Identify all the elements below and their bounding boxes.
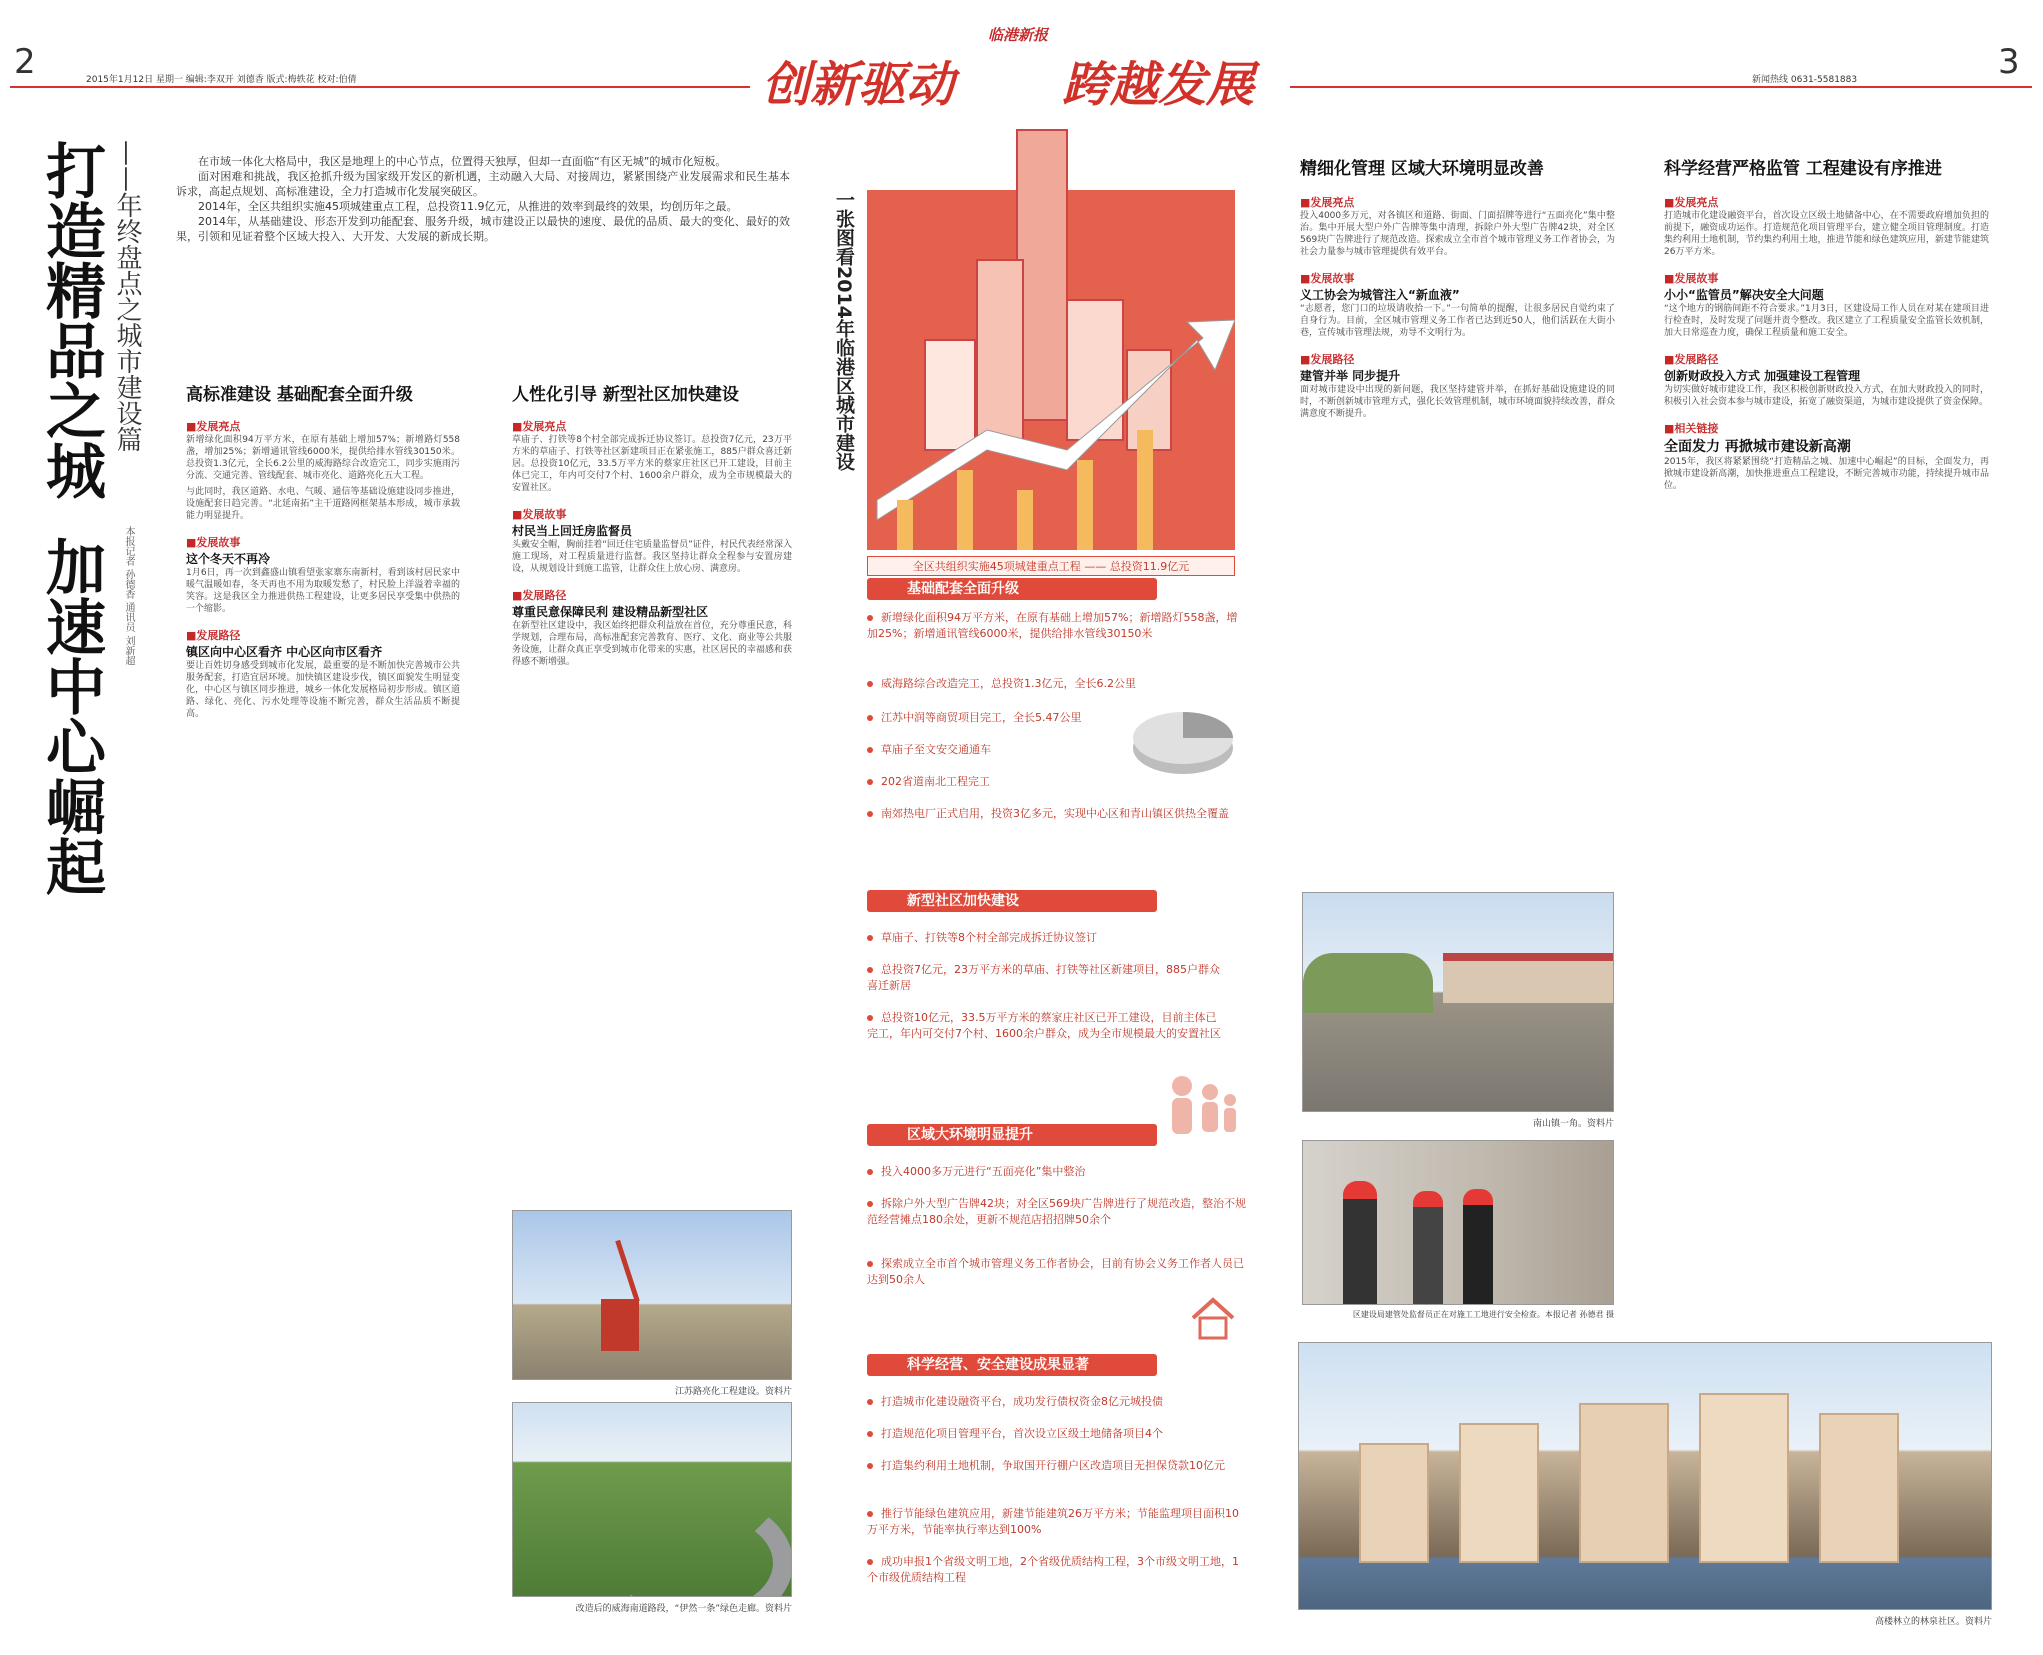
c3-body-a: 投入4000多万元，对各镇区和道路、街面、门面招牌等进行“五面亮化”集中整治。集中开展大型户外广告牌等集中清理，拆除户外大型广告牌42块，对全区569块广告牌进行了规范改造。探索成立全市首个城市管理义务工作者协会，为社会力量参与城市管理提供有效平台。 — [1300, 211, 1615, 257]
hotline: 新闻热线 0631-5581883 — [1752, 75, 1858, 85]
c2-path-title: 尊重民意保障民利 建设精品新型社区 — [512, 605, 709, 619]
item-4-2: 打造规范化项目管理平台，首次设立区级土地储备项目4个 — [867, 1426, 1247, 1442]
tag-story: ■发展故事 — [512, 508, 567, 521]
intro-p2: 面对困难和挑战，我区抢抓升级为国家级开发区的新机遇，主动融入大局、对接周边，紧紧围绕产业发展需求和民生基本诉求，高起点规划、高标准建设，全力打造城市化发展突破区。 — [176, 170, 790, 198]
c2-body-c: 在新型社区建设中，我区始终把群众利益放在首位，充分尊重民意，科学规划，合理布局，高标准配套完善教育、医疗、文化、商业等公共服务设施，让群众真正享受到城市化带来的实惠，社区居民的幸福感和获得感不断增强。 — [512, 621, 792, 667]
c1-body-a: 新增绿化面积94万平方米，在原有基础上增加57%；新增路灯558盏，增加25%；新增通讯管线6000米，提供给排水管线30150米。总投资1.3亿元，全长6.2公里的威海路综合改造完工，同步实施雨污分流、交通完善、管线配套、城市亮化、道路亮化五大工程。 — [186, 435, 460, 481]
tag-story: ■发展故事 — [1300, 272, 1355, 285]
crane-truck — [601, 1299, 639, 1351]
pie-graphic — [1128, 700, 1238, 780]
photo-road-lighting — [512, 1210, 792, 1380]
vertical-title: 一张图看2014年临港区城市建设 — [833, 190, 855, 471]
caption-photo-2: 改造后的威海南道路段，“伊然一条”绿色走廊。资料片 — [575, 1604, 792, 1614]
caption-photo-1: 江苏路亮化工程建设。资料片 — [674, 1387, 792, 1397]
tag-path: ■发展路径 — [1664, 353, 1719, 366]
column-2 — [512, 418, 792, 668]
item-4-4: 推行节能绿色建筑应用，新建节能建筑26万平方米；节能监理项目面积10万平方米，节能率执行率达到100% — [867, 1507, 1239, 1536]
worker-3 — [1463, 1189, 1493, 1305]
hero-banner: 全区共组织实施45项城建重点工程 —— 总投资11.9亿元 — [867, 556, 1235, 576]
c4-path-title: 创新财政投入方式 加强建设工程管理 — [1664, 369, 1861, 383]
bar-4 — [1077, 460, 1093, 550]
tower-3 — [1579, 1403, 1669, 1563]
tag-path: ■发展路径 — [512, 589, 567, 602]
headline-a: 创新驱动 — [762, 57, 955, 113]
left-page-number: 2 — [14, 42, 36, 82]
c1-body-c: 1月6日，再一次到鑫盛山镇看望张家寨东南新村，看到该村居民家中暖气温暖如春，冬天再也不用为取暖发愁了，村民脸上洋溢着幸福的笑容。这是我区全力推进供热工程建设，让更多居民享受集中供热的一个缩影。 — [186, 568, 460, 614]
c1-path-title: 镇区向中心区看齐 中心区向市区看齐 — [186, 645, 383, 659]
tower-2 — [1459, 1423, 1539, 1563]
band-3: 区域大环境明显提升 — [867, 1124, 1157, 1146]
item-4-1: 打造城市化建设融资平台，成功发行债权资金8亿元城投债 — [867, 1394, 1247, 1410]
item-1-4: 草庙子至文安交通通车 — [867, 742, 1117, 758]
c4-link-title: 全面发力 再掀城市建设新高潮 — [1664, 439, 1851, 455]
lead-byline: 本报记者 孙德香 通讯员 刘新超 — [123, 526, 134, 666]
tag-story: ■发展故事 — [186, 536, 241, 549]
c4-story-title: 小小“监管员”解决安全大问题 — [1664, 288, 1824, 302]
building-row — [1443, 953, 1613, 1003]
c3-body-c: 面对城市建设中出现的新问题，我区坚持建管并举，在抓好基础设施建设的同时，不断创新城市管理方式，强化长效管理机制，城市环境面貌持续改善，群众满意度不断提升。 — [1300, 385, 1616, 419]
photo-site-inspection — [1302, 1140, 1614, 1305]
headline-b: 跨越发展 — [1062, 57, 1255, 113]
section-heading-4: 科学经营严格监管 工程建设有序推进 — [1664, 159, 1942, 179]
worker-2 — [1413, 1191, 1443, 1305]
item-2-1: 草庙子、打铁等8个村全部完成拆迁协议签订 — [867, 930, 1247, 946]
c1-body-d: 要让百姓切身感受到城市化发展，最重要的是不断加快完善城市公共服务配套，打造宜居环境。加快镇区建设步伐，镇区面貌发生明显变化，中心区与镇区同步推进，城乡一体化发展格局初步形成。镇区道路、绿化、亮化、污水处理等设施不断完善，群众生活品质不断提高。 — [186, 661, 460, 719]
item-1-5: 202省道南北工程完工 — [867, 774, 1117, 790]
c1-story-title: 这个冬天不再冷 — [186, 552, 271, 566]
item-4-5: 成功申报1个省级文明工地，2个省级优质结构工程，3个市级文明工地，1个市级优质结构工程 — [867, 1555, 1239, 1584]
bar-1 — [897, 500, 913, 550]
c2-story-title: 村民当上回迁房监督员 — [512, 524, 633, 538]
item-1-3: 江苏中润等商贸项目完工，全长5.47公里 — [867, 710, 1117, 726]
c4-body-d: 2015年，我区将紧紧围绕“打造精品之城、加速中心崛起”的目标，全面发力，再掀城市建设新高潮，加快推进重点工程建设，不断完善城市功能，持续提升城市品位。 — [1664, 457, 1989, 491]
tag-highlight: ■发展亮点 — [1664, 196, 1719, 209]
intro — [176, 154, 790, 244]
tag-path: ■发展路径 — [186, 629, 241, 642]
caption-photo-5: 高楼林立的林泉社区。资料片 — [1874, 1617, 1992, 1627]
tower-5 — [1819, 1413, 1899, 1563]
street-trees — [1303, 953, 1433, 1013]
intro-p3: 2014年，全区共组织实施45项城建重点工程，总投资11.9亿元，从推进的效率到最终的效果，均创历年之最。 — [198, 200, 738, 213]
tag-story: ■发展故事 — [1664, 272, 1719, 285]
intro-p4: 2014年，从基础建设、形态开发到功能配套、服务升级，城市建设正以最快的速度、最优的品质、最大的变化、最好的效果，引领和见证着整个区域大投入、大开发、大发展的新成长期。 — [176, 215, 790, 243]
right-page-number: 3 — [1998, 42, 2020, 82]
caption-photo-3: 南山镇一角。资料片 — [1532, 1119, 1614, 1129]
tag-link: ■相关链接 — [1664, 422, 1719, 435]
band-1: 基础配套全面升级 — [867, 578, 1157, 600]
c1-body-b: 与此同时，我区道路、水电、气暖、通信等基础设施建设同步推进，设施配套日趋完善。“北延南拓”主干道路网框架基本形成，城市承载能力明显提升。 — [186, 487, 460, 521]
photo-town-street — [1302, 892, 1614, 1112]
item-2-3: 总投资10亿元，33.5万平方米的蔡家庄社区已开工建设，目前主体已完工，年内可交付7个村、1600余户群众，成为全市规模最大的安置社区 — [867, 1011, 1221, 1040]
hero-graphic — [867, 100, 1235, 550]
c4-body-b: “这个地方的钢筋间距不符合要求。”1月3日，区建设局工作人员在对某在建项目进行检查时，及时发现了问题并责令整改。我区建立了工程质量安全监管长效机制，加大日常巡查力度，确保工程质量和施工安全。 — [1664, 304, 1989, 338]
skyscraper-main — [1017, 130, 1067, 420]
item-3-3: 探索成立全市首个城市管理义务工作者协会，目前有协会义务工作者人员已达到50余人 — [867, 1257, 1244, 1286]
item-1-2: 威海路综合改造完工，总投资1.3亿元，全长6.2公里 — [867, 676, 1247, 692]
item-1-1: 新增绿化面积94万平方米，在原有基础上增加57%；新增路灯558盏，增加25%；新增通讯管线6000米，提供给排水管线30150米 — [867, 611, 1238, 640]
item-4-3: 打造集约利用土地机制，争取国开行棚户区改造项目无担保贷款10亿元 — [867, 1458, 1247, 1474]
bar-3 — [1017, 490, 1033, 550]
band-2: 新型社区加快建设 — [867, 890, 1157, 912]
tower-4 — [1699, 1393, 1789, 1563]
date-line: 2015年1月12日 星期一 编辑:李双开 刘德香 版式:梅轶花 校对:伯倩 — [86, 75, 357, 85]
c4-body-c: 为切实做好城市建设工作，我区积极创新财政投入方式，在加大财政投入的同时，积极引入社会资本参与城市建设，拓宽了融资渠道，为城市建设提供了资金保障。 — [1664, 385, 1989, 407]
item-2-2: 总投资7亿元，23万平方米的草庙、打铁等社区新建项目，885户群众喜迁新居 — [867, 963, 1220, 992]
house-icon — [1190, 1296, 1236, 1340]
lead-subtitle: ——年终盘点之城市建设篇 — [112, 140, 142, 452]
brand-logo: 临港新报 — [988, 26, 1049, 44]
column-3 — [1300, 194, 1615, 420]
c2-body-a: 草庙子、打铁等8个村全部完成拆迁协议签订。总投资7亿元，23万平方米的草庙子、打铁等社区新建项目正在紧张施工，885户群众喜迁新居。总投资10亿元，33.5万平方米的蔡家庄社区已开工建设，目前主体已完工，年内可交付7个村、1600余户群众，成为全市规模最大的安置社区。 — [512, 435, 792, 493]
crane-arm — [615, 1240, 640, 1302]
tag-path: ■发展路径 — [1300, 353, 1355, 366]
road-curve — [593, 1493, 792, 1597]
section-heading-3: 精细化管理 区域大环境明显改善 — [1300, 159, 1544, 179]
c2-body-b: 头戴安全帽，胸前挂着“回迁住宅质量监督员”证件，村民代表经常深入施工现场，对工程质量进行监督。我区坚持让群众全程参与安置房建设，从规划设计到施工监管，让群众住上放心房、满意房。 — [512, 540, 792, 574]
tag-highlight: ■发展亮点 — [186, 420, 241, 433]
c3-story-title: 义工协会为城管注入“新血液” — [1300, 288, 1460, 302]
masthead-rule-right — [1290, 86, 2032, 88]
lead-title-1: 打造精品之城 — [36, 140, 106, 500]
c3-body-b: “志愿者，您门口的垃圾请收拾一下。”一句简单的提醒，让很多居民自觉约束了自身行为。目前，全区城市管理义务工作者已达到近50人，他们活跃在大街小巷，宣传城市管理法规，劝导不文明行为。 — [1300, 304, 1615, 338]
tag-highlight: ■发展亮点 — [1300, 196, 1355, 209]
section-heading-1: 高标准建设 基础配套全面升级 — [186, 385, 413, 405]
lead-title-2: 加速中心崛起 — [36, 536, 106, 896]
photo-green-road — [512, 1402, 792, 1597]
section-heading-2: 人性化引导 新型社区加快建设 — [512, 385, 739, 405]
family-icon — [1162, 1072, 1242, 1140]
masthead-rule-left — [10, 86, 750, 88]
tower-1 — [1359, 1443, 1429, 1563]
photo-residential-towers — [1298, 1342, 1992, 1610]
worker-1 — [1343, 1181, 1377, 1305]
skyscraper-4 — [925, 340, 975, 450]
item-1-6: 南郊热电厂正式启用，投资3亿多元，实现中心区和青山镇区供热全覆盖 — [867, 806, 1247, 822]
column-4 — [1664, 194, 1989, 492]
tag-highlight: ■发展亮点 — [512, 420, 567, 433]
band-4: 科学经营、安全建设成果显著 — [867, 1354, 1157, 1376]
column-1 — [186, 418, 460, 720]
item-3-2: 拆除户外大型广告牌42块；对全区569块广告牌进行了规范改造，整治不规范经营摊点180余处，更新不规范店招招牌50余个 — [867, 1197, 1246, 1226]
c4-body-a: 打造城市化建设融资平台，首次设立区级土地储备中心，在不需要政府增加负担的前提下，融资成功运作。打造规范化项目管理平台，建立健全项目管理制度。打造集约利用土地机制，节约集约利用土地，推进节能和绿色建筑应用，新建节能建筑26万平方米。 — [1664, 211, 1989, 257]
caption-photo-4: 区建设局建管处监督员正在对施工工地进行安全检查。本报记者 孙德君 摄 — [1352, 1310, 1614, 1319]
c3-path-title: 建管并举 同步提升 — [1300, 369, 1401, 383]
bar-5 — [1137, 430, 1153, 550]
bar-2 — [957, 470, 973, 550]
skyscraper-2 — [977, 260, 1023, 450]
intro-p1: 在市域一体化大格局中，我区是地理上的中心节点，位置得天独厚，但却一直面临“有区无城”的城市化短板。 — [198, 155, 727, 168]
item-3-1: 投入4000多万元进行“五面亮化”集中整治 — [867, 1164, 1247, 1180]
